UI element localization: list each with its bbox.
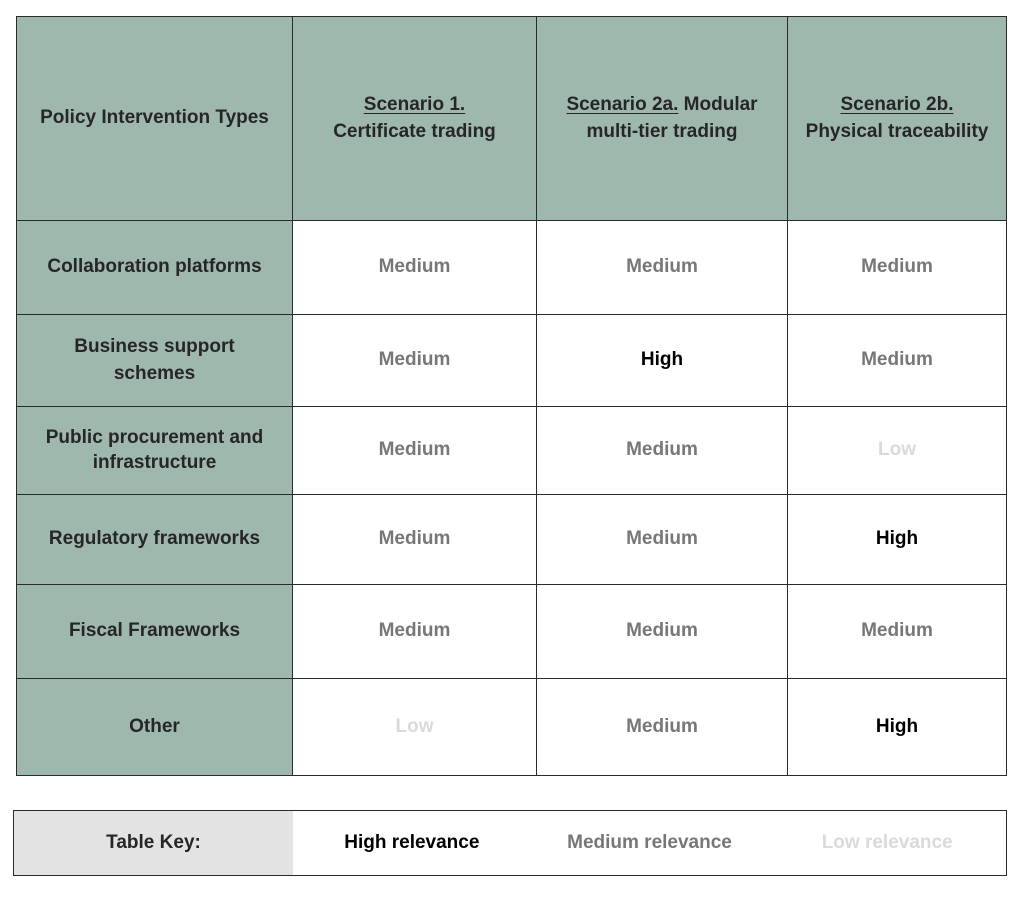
table-row: [17, 585, 1007, 679]
relevance-cell: Medium: [293, 407, 537, 495]
relevance-cell: Low: [293, 679, 537, 776]
key-low-relevance: Low relevance: [768, 811, 1006, 875]
relevance-cell: Medium: [537, 221, 788, 315]
relevance-cell: Medium: [293, 315, 537, 407]
relevance-cell: Medium: [537, 495, 788, 585]
row-label: Business support schemes: [17, 315, 293, 407]
relevance-cell: Medium: [788, 315, 1007, 407]
scenario-1-subtitle: Certificate trading: [333, 120, 496, 142]
table-row: [17, 679, 1007, 776]
key-medium-relevance: Medium relevance: [531, 811, 769, 875]
relevance-cell: Low: [788, 407, 1007, 495]
table-key-label: Table Key:: [14, 811, 293, 875]
scenario-2a-title: Scenario 2a.: [566, 93, 679, 115]
header-scenario-2b: [788, 17, 1007, 221]
scenario-2a-subtitle: Modular multi-tier trading: [586, 93, 758, 142]
relevance-cell: Medium: [537, 679, 788, 776]
relevance-cell: High: [537, 315, 788, 407]
relevance-cell: High: [788, 495, 1007, 585]
relevance-table: [16, 16, 1007, 776]
row-label: Regulatory frameworks: [17, 495, 293, 585]
row-label: Fiscal Frameworks: [17, 585, 293, 679]
header-policy-types-label: Policy Intervention Types: [40, 107, 269, 129]
relevance-cell: Medium: [537, 407, 788, 495]
relevance-cell: Medium: [788, 221, 1007, 315]
relevance-cell: Medium: [788, 585, 1007, 679]
header-scenario-1: [293, 17, 537, 221]
table-row: [17, 221, 1007, 315]
header-row: [17, 17, 1007, 221]
relevance-cell: Medium: [293, 495, 537, 585]
table-row: [17, 495, 1007, 585]
row-label: Public procurement and infrastructure: [17, 407, 293, 495]
header-policy-types: [17, 17, 293, 221]
key-high-relevance: High relevance: [293, 811, 531, 875]
relevance-cell: Medium: [293, 585, 537, 679]
table-row: [17, 407, 1007, 495]
row-label: Other: [17, 679, 293, 776]
scenario-2b-subtitle: Physical traceability: [805, 120, 989, 142]
relevance-cell: Medium: [537, 585, 788, 679]
header-scenario-2a: [537, 17, 788, 221]
table-key: [13, 810, 1007, 876]
relevance-cell: Medium: [293, 221, 537, 315]
row-label: Collaboration platforms: [17, 221, 293, 315]
relevance-cell: High: [788, 679, 1007, 776]
scenario-2b-title: Scenario 2b.: [840, 93, 954, 115]
table-row: [17, 315, 1007, 407]
scenario-1-title: Scenario 1.: [363, 93, 466, 115]
